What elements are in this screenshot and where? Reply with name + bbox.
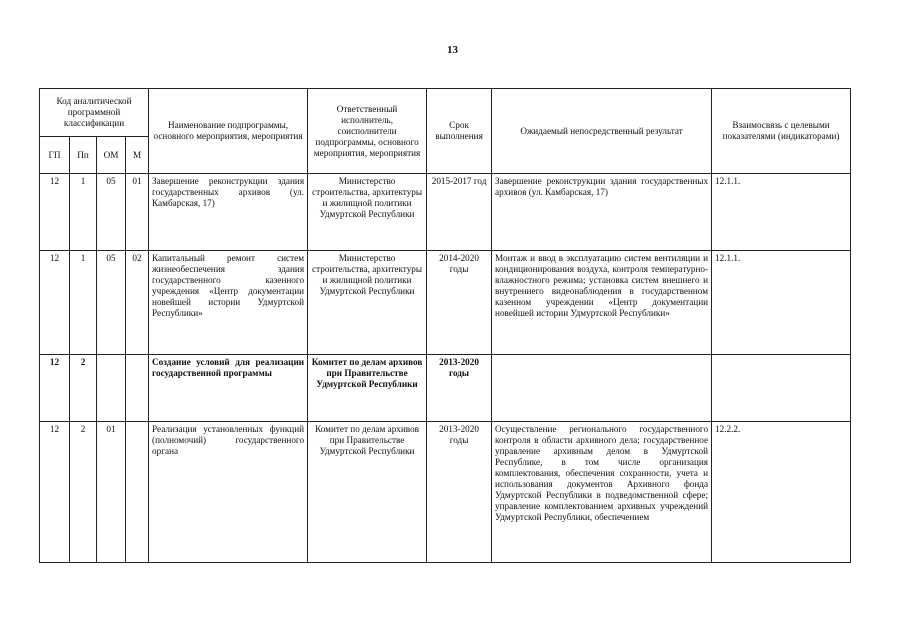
cell-gp: 12 bbox=[40, 251, 70, 355]
cell-term: 2013-2020 годы bbox=[427, 422, 492, 563]
cell-gp: 12 bbox=[40, 355, 70, 422]
cell-om bbox=[97, 355, 126, 422]
cell-link: 12.2.2. bbox=[712, 422, 851, 563]
header-link: Взаимосвязь с целевыми показателями (индикаторами) bbox=[712, 89, 851, 174]
header-result: Ожидаемый непосредственный результат bbox=[492, 89, 712, 174]
cell-m bbox=[126, 355, 149, 422]
cell-pp: 1 bbox=[70, 251, 97, 355]
cell-result bbox=[492, 355, 712, 422]
header-m: М bbox=[126, 137, 149, 174]
cell-executor: Комитет по делам архивов при Правительстве Удмуртской Республики bbox=[308, 355, 427, 422]
cell-name: Завершение реконструкции здания государственных архивов (ул. Камбарская, 17) bbox=[149, 174, 308, 251]
cell-gp: 12 bbox=[40, 174, 70, 251]
header-om: ОМ bbox=[97, 137, 126, 174]
cell-executor: Министерство строительства, архитектуры и жилищной политики Удмуртской Республики bbox=[308, 174, 427, 251]
cell-gp: 12 bbox=[40, 422, 70, 563]
cell-pp: 2 bbox=[70, 355, 97, 422]
cell-term: 2014-2020 годы bbox=[427, 251, 492, 355]
cell-name: Создание условий для реализации государственной программы bbox=[149, 355, 308, 422]
header-code-group: Код аналитической программной классификации bbox=[40, 89, 149, 137]
table-row bbox=[40, 251, 851, 355]
header-gp: ГП bbox=[40, 137, 70, 174]
table-row bbox=[40, 355, 851, 422]
cell-pp: 2 bbox=[70, 422, 97, 563]
header-term: Срок выполнения bbox=[427, 89, 492, 174]
cell-term: 2013-2020 годы bbox=[427, 355, 492, 422]
cell-link: 12.1.1. bbox=[712, 251, 851, 355]
cell-result: Осуществление регионального государственного контроля в области архивного дела; государственное управление архивным делом в Удмуртской Республике, в том числе организация комплектования, обеспечения сохранности, учета и использования документов Архивного фонда Удмуртской Республики в подведомственной сфере; управление комплектованием архивных учреждений Удмуртской Республики, обеспечением bbox=[492, 422, 712, 563]
header-row bbox=[40, 89, 851, 137]
cell-om: 05 bbox=[97, 251, 126, 355]
cell-link: 12.1.1. bbox=[712, 174, 851, 251]
table-row bbox=[40, 174, 851, 251]
cell-om: 01 bbox=[97, 422, 126, 563]
cell-link bbox=[712, 355, 851, 422]
page-number: 13 bbox=[447, 44, 458, 56]
header-name: Наименование подпрограммы, основного мероприятия, мероприятия bbox=[149, 89, 308, 174]
program-table bbox=[39, 88, 851, 563]
table-row bbox=[40, 422, 851, 563]
cell-term: 2015-2017 год bbox=[427, 174, 492, 251]
cell-executor: Комитет по делам архивов при Правительстве Удмуртской Республики bbox=[308, 422, 427, 563]
cell-pp: 1 bbox=[70, 174, 97, 251]
cell-result: Монтаж и ввод в эксплуатацию систем вентиляции и кондиционирования воздуха, контроля температурно-влажностного режима; установка систем внешнего и внутреннего видеонаблюдения в государственном казенном учреждении «Центр документации новейшей истории Удмуртской Республики» bbox=[492, 251, 712, 355]
cell-m: 01 bbox=[126, 174, 149, 251]
cell-m bbox=[126, 422, 149, 563]
cell-m: 02 bbox=[126, 251, 149, 355]
header-executor: Ответственный исполнитель, соисполнители подпрограммы, основного мероприятия, мероприятия bbox=[308, 89, 427, 174]
cell-name: Реализация установленных функций (полномочий) государственного органа bbox=[149, 422, 308, 563]
cell-result: Завершение реконструкции здания государственных архивов (ул. Камбарская, 17) bbox=[492, 174, 712, 251]
cell-executor: Министерство строительства, архитектуры и жилищной политики Удмуртской Республики bbox=[308, 251, 427, 355]
cell-name: Капитальный ремонт систем жизнеобеспечения здания государственного казенного учреждения «Центр документации новейшей истории Удмуртской Республики» bbox=[149, 251, 308, 355]
cell-om: 05 bbox=[97, 174, 126, 251]
header-pp: Пп bbox=[70, 137, 97, 174]
